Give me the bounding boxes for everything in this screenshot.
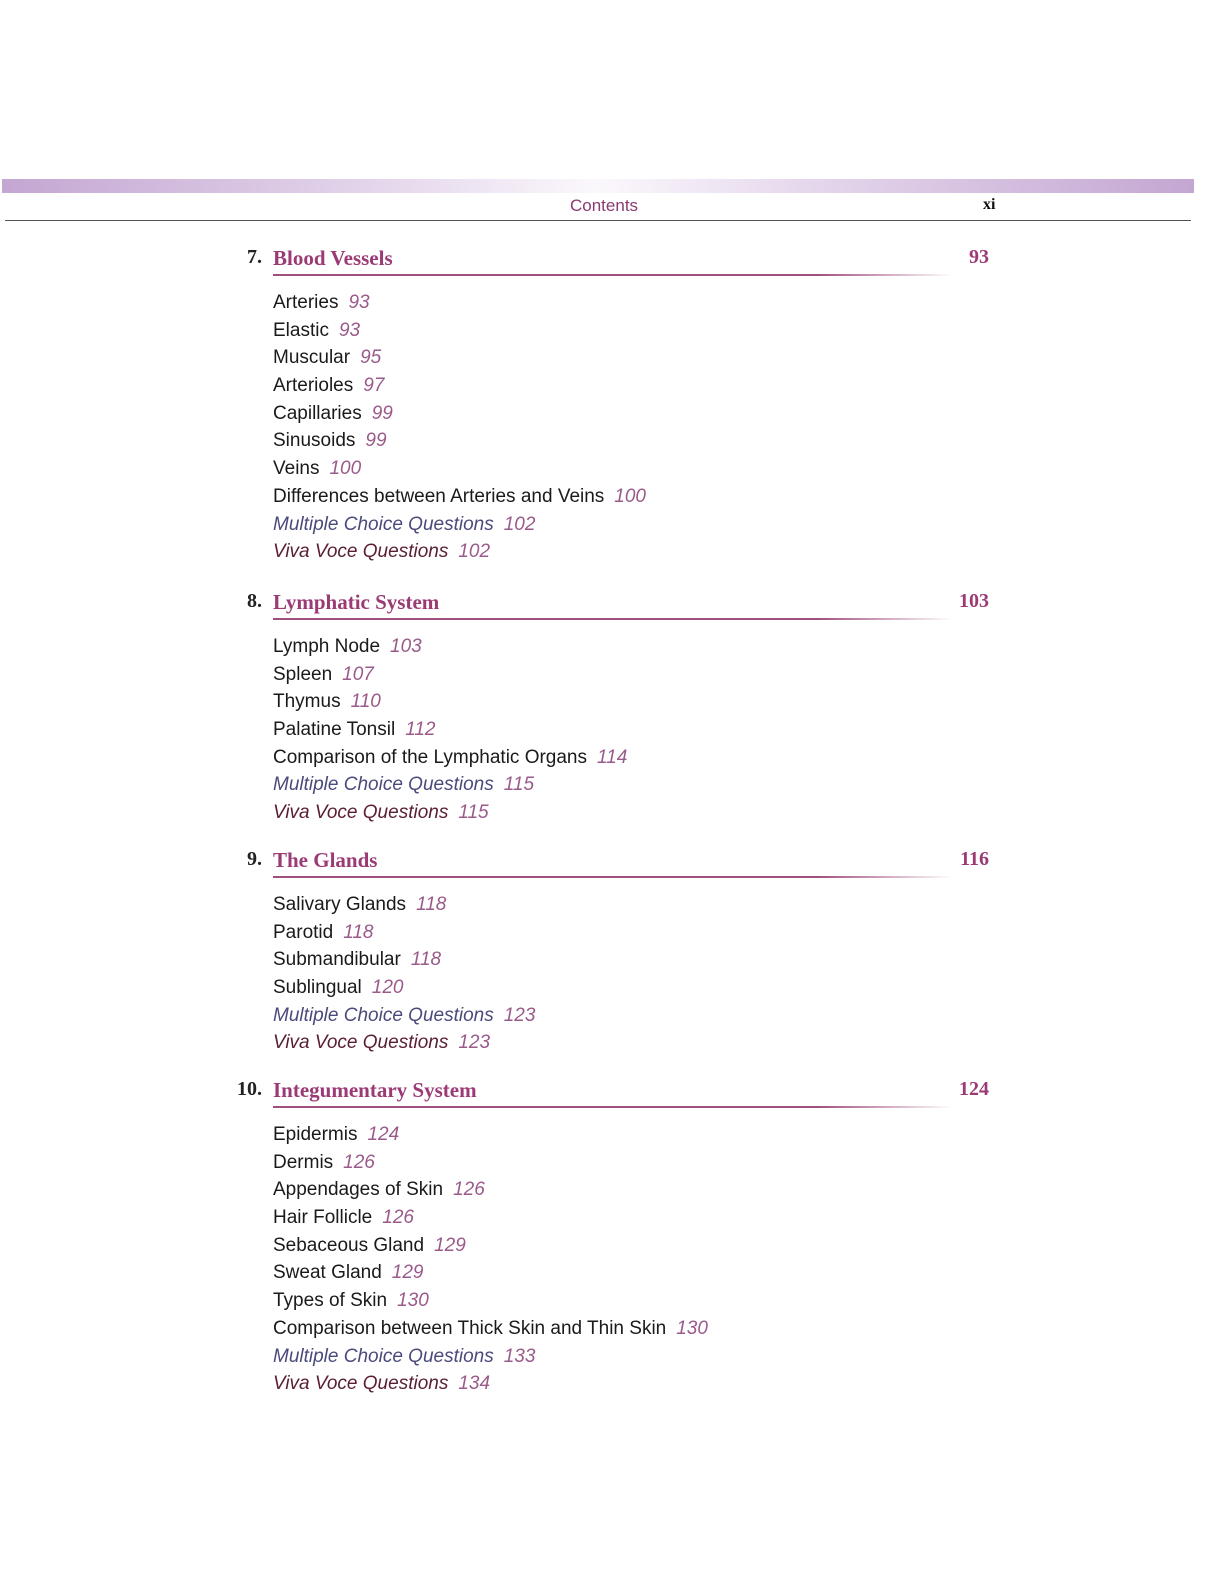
entry-label: Sweat Gland (273, 1262, 382, 1284)
entry-label: Arteries (273, 292, 339, 313)
entry-label: Sublingual (273, 977, 362, 999)
toc-entry[interactable] (273, 1343, 1214, 1371)
entry-page: 129 (391, 1262, 424, 1284)
entry-page: 110 (350, 691, 381, 713)
entry-label: Viva Voce Questions (273, 802, 449, 824)
toc-entry[interactable] (273, 771, 1214, 799)
entry-page: 115 (458, 802, 489, 824)
toc-entry[interactable] (273, 919, 1214, 947)
entry-page: 112 (405, 719, 436, 741)
chapter-page: 93 (969, 246, 989, 268)
entry-label: Hair Follicle (273, 1207, 373, 1229)
entry-page: 100 (614, 485, 646, 507)
entry-label: Multiple Choice Questions (273, 513, 494, 535)
entry-label: Epidermis (273, 1124, 358, 1145)
toc-entry[interactable] (273, 455, 1214, 483)
entry-page: 99 (371, 402, 393, 424)
toc-entry[interactable] (273, 744, 1214, 772)
entry-label: Parotid (273, 921, 334, 943)
chapter-heading[interactable] (0, 246, 1214, 278)
chapter-rule (273, 1106, 953, 1108)
entry-page: 93 (348, 292, 370, 313)
toc-entry[interactable] (273, 511, 1214, 539)
entry-page: 115 (503, 774, 535, 796)
entry-label: Viva Voce Questions (273, 1373, 449, 1395)
toc-entry[interactable] (273, 661, 1214, 689)
entry-label: Multiple Choice Questions (273, 1004, 494, 1026)
toc-entry[interactable] (273, 400, 1214, 428)
toc-entry[interactable] (273, 1121, 1214, 1149)
entry-page: 126 (453, 1179, 485, 1201)
header-rule (5, 220, 1191, 221)
entry-page: 97 (363, 375, 385, 397)
entry-label: Sinusoids (273, 430, 356, 452)
toc-entry[interactable] (273, 317, 1214, 345)
header-band (2, 179, 1194, 193)
entry-label: Appendages of Skin (273, 1179, 444, 1201)
entry-label: Types of Skin (273, 1290, 388, 1312)
chapter-page: 124 (959, 1078, 989, 1100)
toc-entry[interactable] (273, 289, 1214, 317)
chapter-number: 10. (237, 1078, 262, 1100)
toc-entry[interactable] (273, 483, 1214, 511)
toc-entry[interactable] (273, 891, 1214, 919)
entry-page: 123 (503, 1004, 536, 1026)
entry-label: Capillaries (273, 402, 362, 424)
entry-page: 118 (416, 894, 447, 915)
entry-label: Multiple Choice Questions (273, 774, 494, 796)
toc-entry[interactable] (273, 1287, 1214, 1315)
entry-page: 100 (329, 458, 362, 480)
chapter-page: 116 (960, 848, 989, 870)
entry-label: Spleen (273, 663, 333, 685)
toc-entry[interactable] (273, 633, 1214, 661)
entry-label: Differences between Arteries and Veins (273, 485, 605, 507)
toc-entry[interactable] (273, 1204, 1214, 1232)
toc-entry[interactable] (273, 1149, 1214, 1177)
entry-label: Viva Voce Questions (273, 541, 449, 563)
entry-label: Palatine Tonsil (273, 719, 396, 741)
chapter-title[interactable]: Lymphatic System (273, 590, 440, 614)
chapter-heading[interactable] (0, 590, 1214, 622)
entry-page: 134 (458, 1373, 491, 1395)
entry-page: 118 (410, 949, 442, 971)
toc-entry[interactable] (273, 946, 1214, 974)
entry-label: Comparison between Thick Skin and Thin Skin (273, 1317, 667, 1339)
entry-label: Veins (273, 458, 320, 480)
chapter-page: 103 (959, 590, 989, 612)
toc-entry[interactable] (273, 1232, 1214, 1260)
running-title: Contents (570, 196, 639, 215)
entry-page: 107 (342, 663, 374, 685)
toc-entry[interactable] (273, 1370, 1214, 1398)
toc-entry[interactable] (273, 688, 1214, 716)
toc-entry[interactable] (273, 538, 1214, 566)
entry-label: Elastic (273, 319, 329, 341)
chapter-section (0, 848, 1214, 1057)
entry-label: Thymus (273, 691, 341, 713)
entry-page: 123 (458, 1032, 491, 1054)
toc-entry[interactable] (273, 1029, 1214, 1057)
chapter-rule (273, 618, 953, 620)
entry-label: Salivary Glands (273, 894, 407, 915)
entry-page: 114 (597, 746, 628, 768)
entry-page: 93 (338, 319, 361, 341)
entry-page: 133 (503, 1345, 536, 1367)
chapter-title[interactable]: Integumentary System (273, 1078, 477, 1102)
entry-label: Multiple Choice Questions (273, 1345, 494, 1367)
entry-label: Muscular (273, 347, 351, 369)
toc-entry[interactable] (273, 974, 1214, 1002)
toc-entry[interactable] (273, 1002, 1214, 1030)
toc-entry[interactable] (273, 716, 1214, 744)
toc-entry[interactable] (273, 372, 1214, 400)
chapter-title[interactable]: Blood Vessels (273, 246, 393, 270)
entry-label: Submandibular (273, 949, 401, 971)
chapter-section (0, 590, 1214, 827)
page-folio: xi (983, 196, 996, 213)
entry-page: 95 (360, 347, 382, 369)
entry-label: Sebaceous Gland (273, 1234, 425, 1256)
entry-page: 129 (434, 1234, 466, 1256)
chapter-heading[interactable] (0, 1078, 1214, 1110)
entry-page: 103 (390, 636, 422, 657)
chapter-number: 7. (247, 246, 262, 268)
entry-page: 102 (458, 541, 491, 563)
entry-page: 118 (343, 921, 374, 943)
chapter-section (0, 246, 1214, 566)
entry-page: 130 (397, 1290, 429, 1312)
entry-page: 102 (503, 513, 536, 535)
entry-page: 126 (343, 1151, 375, 1173)
running-header (0, 196, 1214, 218)
entry-page: 130 (676, 1317, 708, 1339)
entry-label: Comparison of the Lymphatic Organs (273, 746, 588, 768)
chapter-section (0, 1078, 1214, 1398)
entry-label: Lymph Node (273, 636, 381, 657)
entry-page: 126 (382, 1207, 414, 1229)
toc-entry[interactable] (273, 1315, 1214, 1343)
toc-entry[interactable] (273, 427, 1214, 455)
entry-page: 124 (367, 1124, 400, 1145)
chapter-title[interactable]: The Glands (273, 848, 378, 872)
chapter-number: 8. (247, 590, 262, 612)
chapter-heading[interactable] (0, 848, 1214, 880)
chapter-rule (273, 274, 953, 276)
chapter-rule (273, 876, 953, 878)
entry-label: Arterioles (273, 375, 354, 397)
entry-label: Viva Voce Questions (273, 1032, 449, 1054)
chapter-number: 9. (247, 848, 262, 870)
toc-entry[interactable] (273, 1259, 1214, 1287)
entry-page: 99 (365, 430, 387, 452)
entry-page: 120 (371, 977, 404, 999)
entry-label: Dermis (273, 1151, 334, 1173)
toc-entry[interactable] (273, 344, 1214, 372)
toc-entry[interactable] (273, 1176, 1214, 1204)
toc-entry[interactable] (273, 799, 1214, 827)
